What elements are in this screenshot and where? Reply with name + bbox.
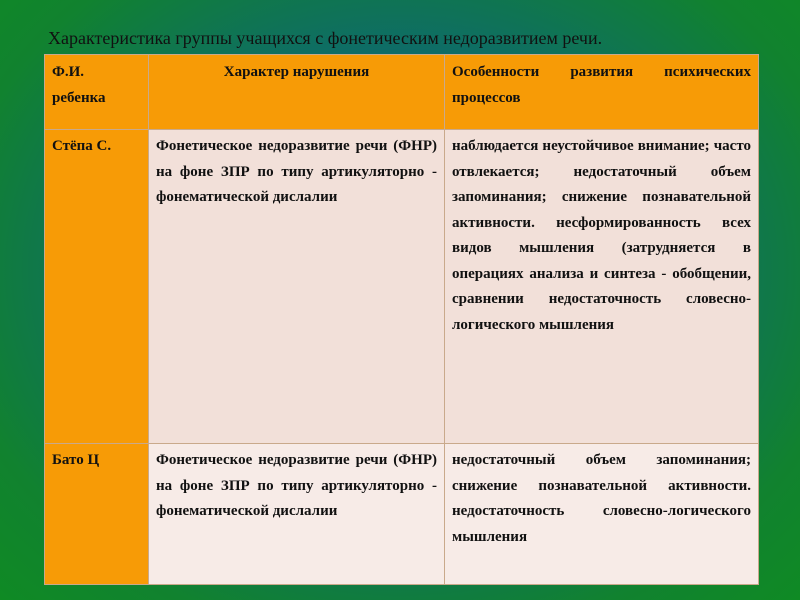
header-name: Ф.И. ребенка <box>45 55 149 130</box>
table-row <box>45 130 759 444</box>
table-header-row <box>45 55 759 130</box>
disorder-cell: Фонетическое недоразвитие речи (ФНР) на фоне ЗПР по типу артикуляторно - фонематической дислалии <box>149 444 445 585</box>
student-name: Стёпа С. <box>45 130 149 444</box>
header-features: Особенности развития психических процессов <box>445 55 759 130</box>
disorder-cell: Фонетическое недоразвитие речи (ФНР) на фоне ЗПР по типу артикуляторно - фонематической дислалии <box>149 130 445 444</box>
student-name: Бато Ц <box>45 444 149 585</box>
features-cell: наблюдается неустойчивое внимание; часто отвлекается; недостаточный объем запоминания; снижение познавательной активности. несформированность всех видов мышления (затрудняется в операциях анализа и синтеза - обобщении, сравнении недостаточность словесно-логического мышления <box>445 130 759 444</box>
header-disorder: Характер нарушения <box>149 55 445 130</box>
table-row <box>45 444 759 585</box>
slide-title: Характеристика группы учащихся с фонетическим недоразвитием речи. <box>48 28 603 48</box>
students-table <box>44 54 759 585</box>
features-cell: недостаточный объем запоминания; снижение познавательной активности. недостаточность словесно-логического мышления <box>445 444 759 585</box>
